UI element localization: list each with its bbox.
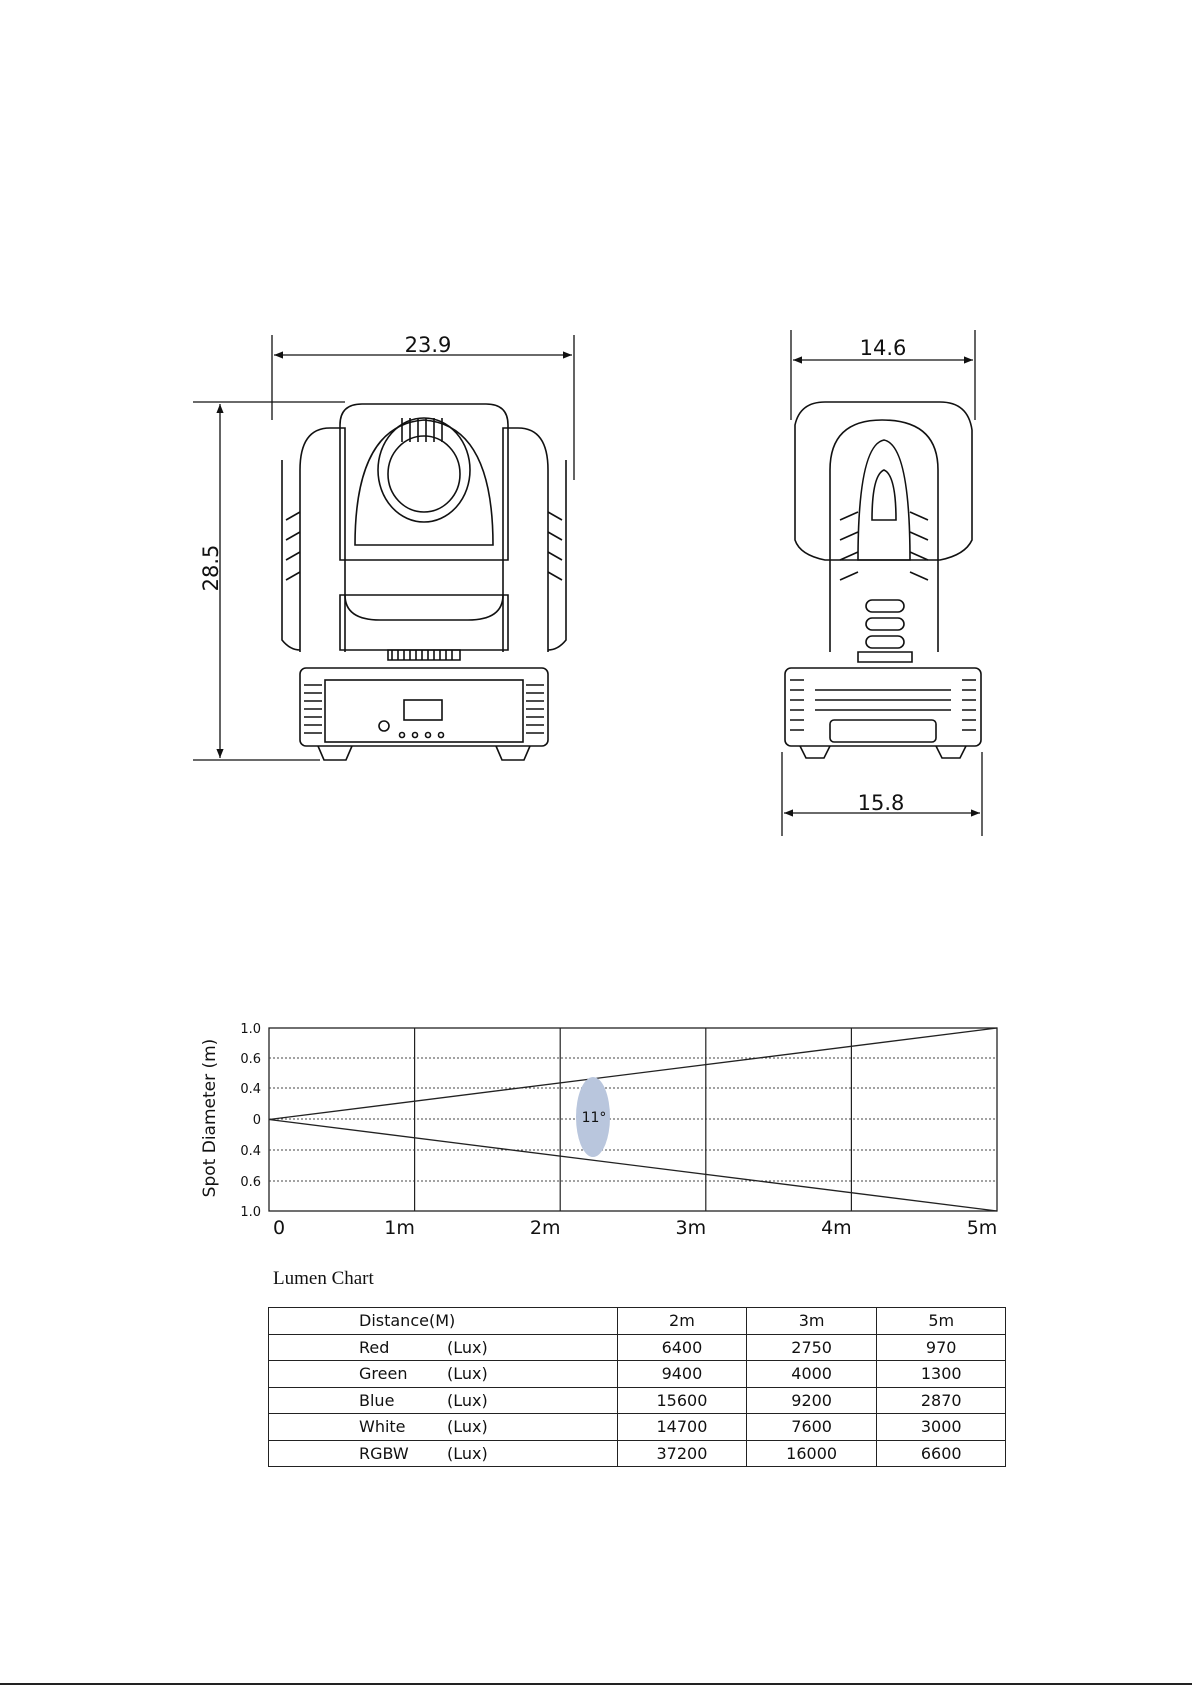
- x-tick-label: 1m: [384, 1217, 415, 1239]
- table-cell: 7600: [746, 1414, 877, 1441]
- row-label-cell: [269, 1387, 618, 1414]
- table-row: [269, 1334, 1006, 1361]
- beam-edge-line: [269, 1028, 997, 1120]
- beam-angle-chart: [0, 990, 1192, 1250]
- table-cell: 6400: [617, 1334, 746, 1361]
- row-unit: (Lux): [447, 1417, 488, 1437]
- table-header-row: [269, 1308, 1006, 1335]
- table-cell: 9200: [746, 1387, 877, 1414]
- table-cell: 970: [877, 1334, 1006, 1361]
- row-unit: (Lux): [447, 1337, 488, 1357]
- table-row: [269, 1361, 1006, 1388]
- x-tick-label: 5m: [966, 1217, 998, 1239]
- y-tick-label: 0: [252, 1113, 261, 1128]
- row-label-cell: [269, 1414, 618, 1441]
- front-view-fixture: [282, 404, 566, 760]
- row-name: Blue: [359, 1390, 395, 1410]
- y-tick-labels: [240, 1022, 261, 1220]
- table-cell: 3000: [877, 1414, 1006, 1441]
- y-axis-label: Spot Diameter (m): [200, 1038, 220, 1198]
- table-cell: 14700: [617, 1414, 746, 1441]
- table-cell: 2750: [746, 1334, 877, 1361]
- row-label-cell: [269, 1361, 618, 1388]
- y-tick-label: 1.0: [240, 1022, 261, 1037]
- row-label-cell: [269, 1334, 618, 1361]
- table-row: [269, 1387, 1006, 1414]
- table-row: [269, 1414, 1006, 1441]
- row-unit: (Lux): [447, 1390, 488, 1410]
- table-row: [269, 1440, 1006, 1467]
- y-tick-label: 0.4: [240, 1144, 261, 1159]
- y-tick-label: 1.0: [240, 1205, 261, 1220]
- row-label-cell: [269, 1440, 618, 1467]
- y-tick-label: 0.6: [240, 1052, 261, 1067]
- table-cell: 9400: [617, 1361, 746, 1388]
- row-unit: (Lux): [447, 1364, 488, 1384]
- row-name: RGBW: [359, 1443, 409, 1463]
- table-cell: 4000: [746, 1361, 877, 1388]
- table-cell: 15600: [617, 1387, 746, 1414]
- y-tick-label: 0.6: [240, 1175, 261, 1190]
- side-base-label: 15.8: [857, 791, 905, 815]
- beam-angle-marker: [576, 1077, 610, 1157]
- lumen-chart-title: Lumen Chart: [273, 1268, 374, 1289]
- y-tick-label: 0.4: [240, 1082, 261, 1097]
- header-cell: 2m: [617, 1308, 746, 1335]
- beam-edge-line: [269, 1120, 997, 1212]
- table-cell: 6600: [877, 1440, 1006, 1467]
- x-tick-labels: [273, 1217, 997, 1239]
- side-top-label: 14.6: [859, 336, 907, 360]
- x-tick-label: 3m: [675, 1217, 707, 1239]
- side-view-fixture: [785, 402, 981, 758]
- row-name: White: [359, 1417, 406, 1437]
- row-unit: (Lux): [447, 1443, 488, 1463]
- header-cell-distance: Distance(M): [269, 1308, 618, 1335]
- table-cell: 37200: [617, 1440, 746, 1467]
- lumen-table: [268, 1307, 1006, 1467]
- table-cell: 1300: [877, 1361, 1006, 1388]
- x-tick-label: 4m: [821, 1217, 852, 1239]
- front-width-label: 23.9: [404, 333, 452, 357]
- x-tick-label: 2m: [529, 1217, 561, 1239]
- beam-angle-label: 11°: [581, 1110, 607, 1126]
- table-cell: 2870: [877, 1387, 1006, 1414]
- table-cell: 16000: [746, 1440, 877, 1467]
- x-tick-label: 0: [272, 1217, 286, 1239]
- header-cell: 3m: [746, 1308, 877, 1335]
- chart-grid: [269, 1028, 997, 1211]
- front-height-label: 28.5: [199, 544, 223, 592]
- row-name: Green: [359, 1364, 408, 1384]
- row-name: Red: [359, 1337, 390, 1357]
- header-cell: 5m: [877, 1308, 1006, 1335]
